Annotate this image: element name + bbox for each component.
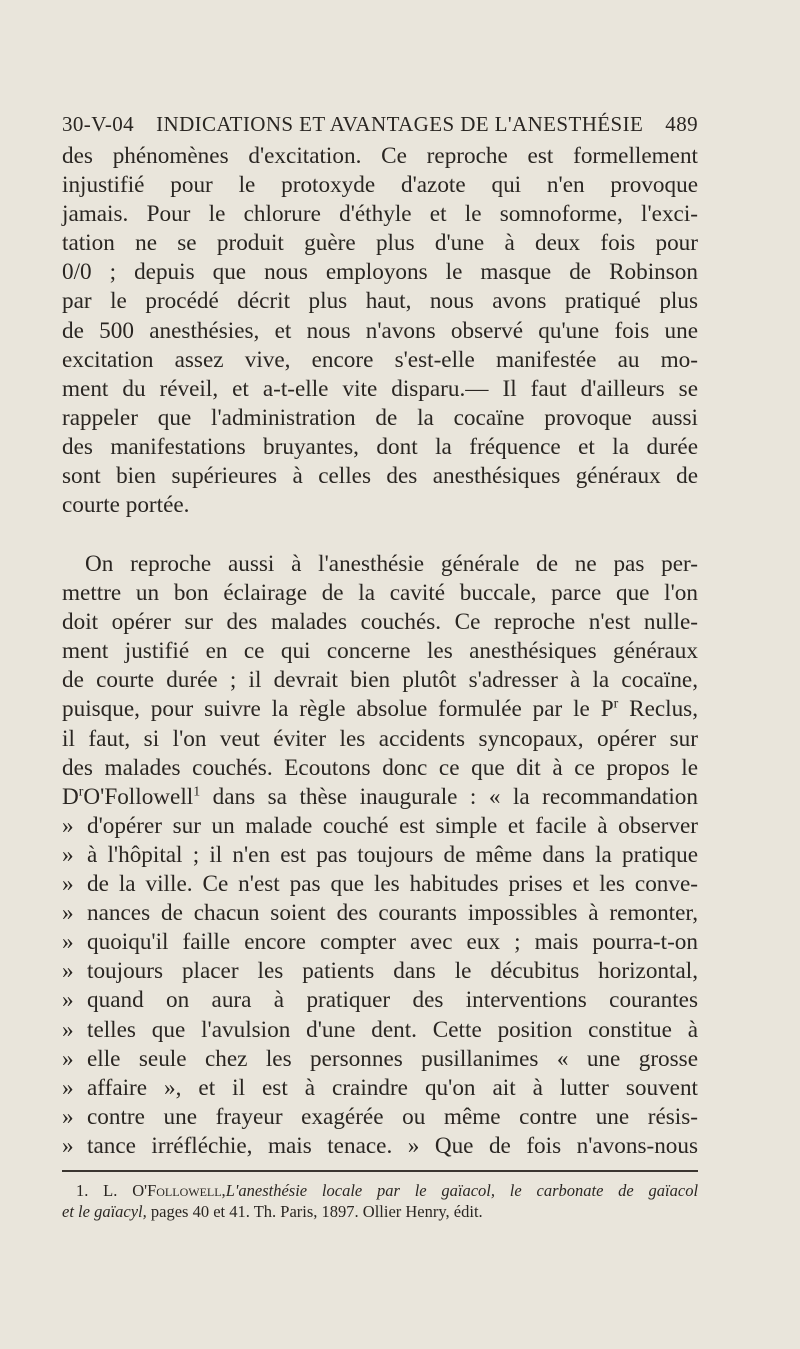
text-line: des malades couchés. Ecoutons donc ce que dit à ce propos le bbox=[62, 754, 698, 781]
text-line-with-title bbox=[62, 695, 698, 724]
quote-text: contre une frayeur exagérée ou même contre une résis- bbox=[87, 1103, 698, 1130]
header-title: INDICATIONS ET AVANTAGES DE L'ANESTHÉSIE bbox=[156, 112, 644, 136]
quote-mark: » bbox=[62, 900, 74, 927]
quote-mark: » bbox=[62, 987, 74, 1014]
footnote-author-initial: L. bbox=[103, 1181, 118, 1200]
text-line: doit opérer sur des malades couchés. Ce reproche n'est nulle- bbox=[62, 609, 698, 636]
text-line: il faut, si l'on veut éviter les accidents syncopaux, opérer sur bbox=[62, 725, 698, 752]
text-line: des phénomènes d'excitation. Ce reproche est formellement bbox=[62, 143, 698, 169]
quote-text: d'opérer sur un malade couché est simple et facile à observer bbox=[87, 812, 698, 839]
text-line: mettre un bon éclairage de la cavité buccale, parce que l'on bbox=[62, 580, 698, 607]
quote-mark: » bbox=[62, 1016, 74, 1043]
quote-text: quoiqu'il faille encore compter avec eux ; mais pourra-t-on bbox=[87, 929, 698, 956]
page-number: 489 bbox=[665, 112, 698, 136]
text-line: courte portée. bbox=[62, 492, 190, 519]
quote-line bbox=[62, 1045, 698, 1074]
text-line: de courte durée ; il devrait bien plutôt s'adresser à la cocaïne, bbox=[62, 667, 698, 694]
line-text: puisque, pour suivre la règle absolue formulée par le bbox=[62, 696, 590, 723]
text-line: rappeler que l'administration de la cocaïne provoque aussi bbox=[62, 404, 698, 431]
header-date: 30-V-04 bbox=[62, 112, 135, 136]
quote-line bbox=[62, 899, 698, 928]
text-line: 0/0 ; depuis que nous employons le masque de Robinson bbox=[62, 259, 698, 286]
footnote-title: L'anesthésie locale par le gaïacol, le carbonate de gaïacol bbox=[225, 1181, 699, 1200]
line-tail: Reclus, bbox=[618, 696, 699, 723]
text-line: tation ne se produit guère plus d'une à deux fois pour bbox=[62, 230, 698, 257]
footnote-number: 1. bbox=[76, 1181, 89, 1200]
running-header bbox=[62, 112, 698, 137]
quote-mark: » bbox=[62, 958, 74, 985]
quote-line bbox=[62, 870, 698, 899]
quote-line bbox=[62, 986, 698, 1015]
quote-text: nances de chacun soient des courants impossibles à remonter, bbox=[87, 900, 698, 927]
text-line: excitation assez vive, encore s'est-elle manifestée au mo- bbox=[62, 346, 698, 373]
footnote-divider bbox=[62, 1170, 698, 1172]
footnote-line bbox=[62, 1201, 698, 1222]
paragraph-2 bbox=[62, 550, 698, 1161]
footnote-details: pages 40 et 41. Th. Paris, 1897. Ollier Henry, édit. bbox=[146, 1202, 483, 1221]
quote-mark: » bbox=[62, 841, 74, 868]
quote-line bbox=[62, 1074, 698, 1103]
title-dr-sup: r bbox=[78, 784, 84, 800]
quote-mark: » bbox=[62, 1074, 74, 1101]
quote-line bbox=[62, 1016, 698, 1045]
footnote-author: O'Followell, bbox=[132, 1181, 226, 1200]
quote-text: telles que l'avulsion d'une dent. Cette position constitue à bbox=[87, 1016, 698, 1043]
quote-mark: » bbox=[62, 1103, 74, 1130]
quote-text: à l'hôpital ; il n'en est pas toujours de même dans la pratique bbox=[87, 841, 698, 868]
quote-text: tance irréfléchie, mais tenace. » Que de fois n'avons-nous bbox=[87, 1132, 698, 1159]
text-line: injustifié pour le protoxyde d'azote qui n'en provoque bbox=[62, 172, 698, 199]
footnote-reference: 1 bbox=[193, 784, 201, 800]
quote-line bbox=[62, 1103, 698, 1132]
quote-text: quand on aura à pratiquer des interventions courantes bbox=[87, 987, 698, 1014]
cited-author: O'Followell bbox=[83, 783, 194, 810]
text-line: de 500 anesthésies, et nous n'avons observé qu'une fois une bbox=[62, 317, 698, 344]
quote-line bbox=[62, 928, 698, 957]
title-pr: P bbox=[600, 696, 614, 723]
text-line: On reproche aussi à l'anesthésie générale de ne pas per- bbox=[85, 551, 698, 577]
quote-text: de la ville. Ce n'est pas que les habitudes prises et les conve- bbox=[87, 871, 698, 898]
paragraph-1 bbox=[62, 142, 698, 520]
line-text: dans sa thèse inaugurale : « la recommandation bbox=[200, 783, 698, 810]
footnote bbox=[62, 1180, 698, 1222]
quote-mark: » bbox=[62, 1132, 74, 1159]
quote-mark: » bbox=[62, 812, 74, 839]
quote-text: elle seule chez les personnes pusillanimes « une grosse bbox=[87, 1045, 698, 1072]
text-line: sont bien supérieures à celles des anesthésiques généraux de bbox=[62, 463, 698, 490]
text-line: jamais. Pour le chlorure d'éthyle et le somnoforme, l'exci- bbox=[62, 201, 698, 228]
quote-line bbox=[62, 1132, 698, 1161]
text-line: par le procédé décrit plus haut, nous avons pratiqué plus bbox=[62, 288, 698, 315]
quote-line bbox=[62, 812, 698, 841]
title-pr-sup: r bbox=[613, 696, 619, 712]
quote-text: affaire », et il est à craindre qu'on ait à lutter souvent bbox=[87, 1074, 698, 1101]
quote-mark: » bbox=[62, 1045, 74, 1072]
quote-line bbox=[62, 841, 698, 870]
title-dr: D bbox=[62, 783, 79, 810]
text-line-with-reference bbox=[62, 783, 698, 812]
text-line: des manifestations bruyantes, dont la fréquence et la durée bbox=[62, 433, 698, 460]
footnote-title-continued: et le gaïacyl, bbox=[62, 1202, 147, 1221]
footnote-line bbox=[62, 1180, 698, 1201]
text-line: ment du réveil, et a-t-elle vite disparu.— Il faut d'ailleurs se bbox=[62, 375, 698, 402]
quote-mark: » bbox=[62, 871, 74, 898]
quote-line bbox=[62, 957, 698, 986]
quote-text: toujours placer les patients dans le décubitus horizontal, bbox=[87, 958, 698, 985]
text-line: ment justifié en ce qui concerne les anesthésiques généraux bbox=[62, 638, 698, 665]
quote-mark: » bbox=[62, 929, 74, 956]
